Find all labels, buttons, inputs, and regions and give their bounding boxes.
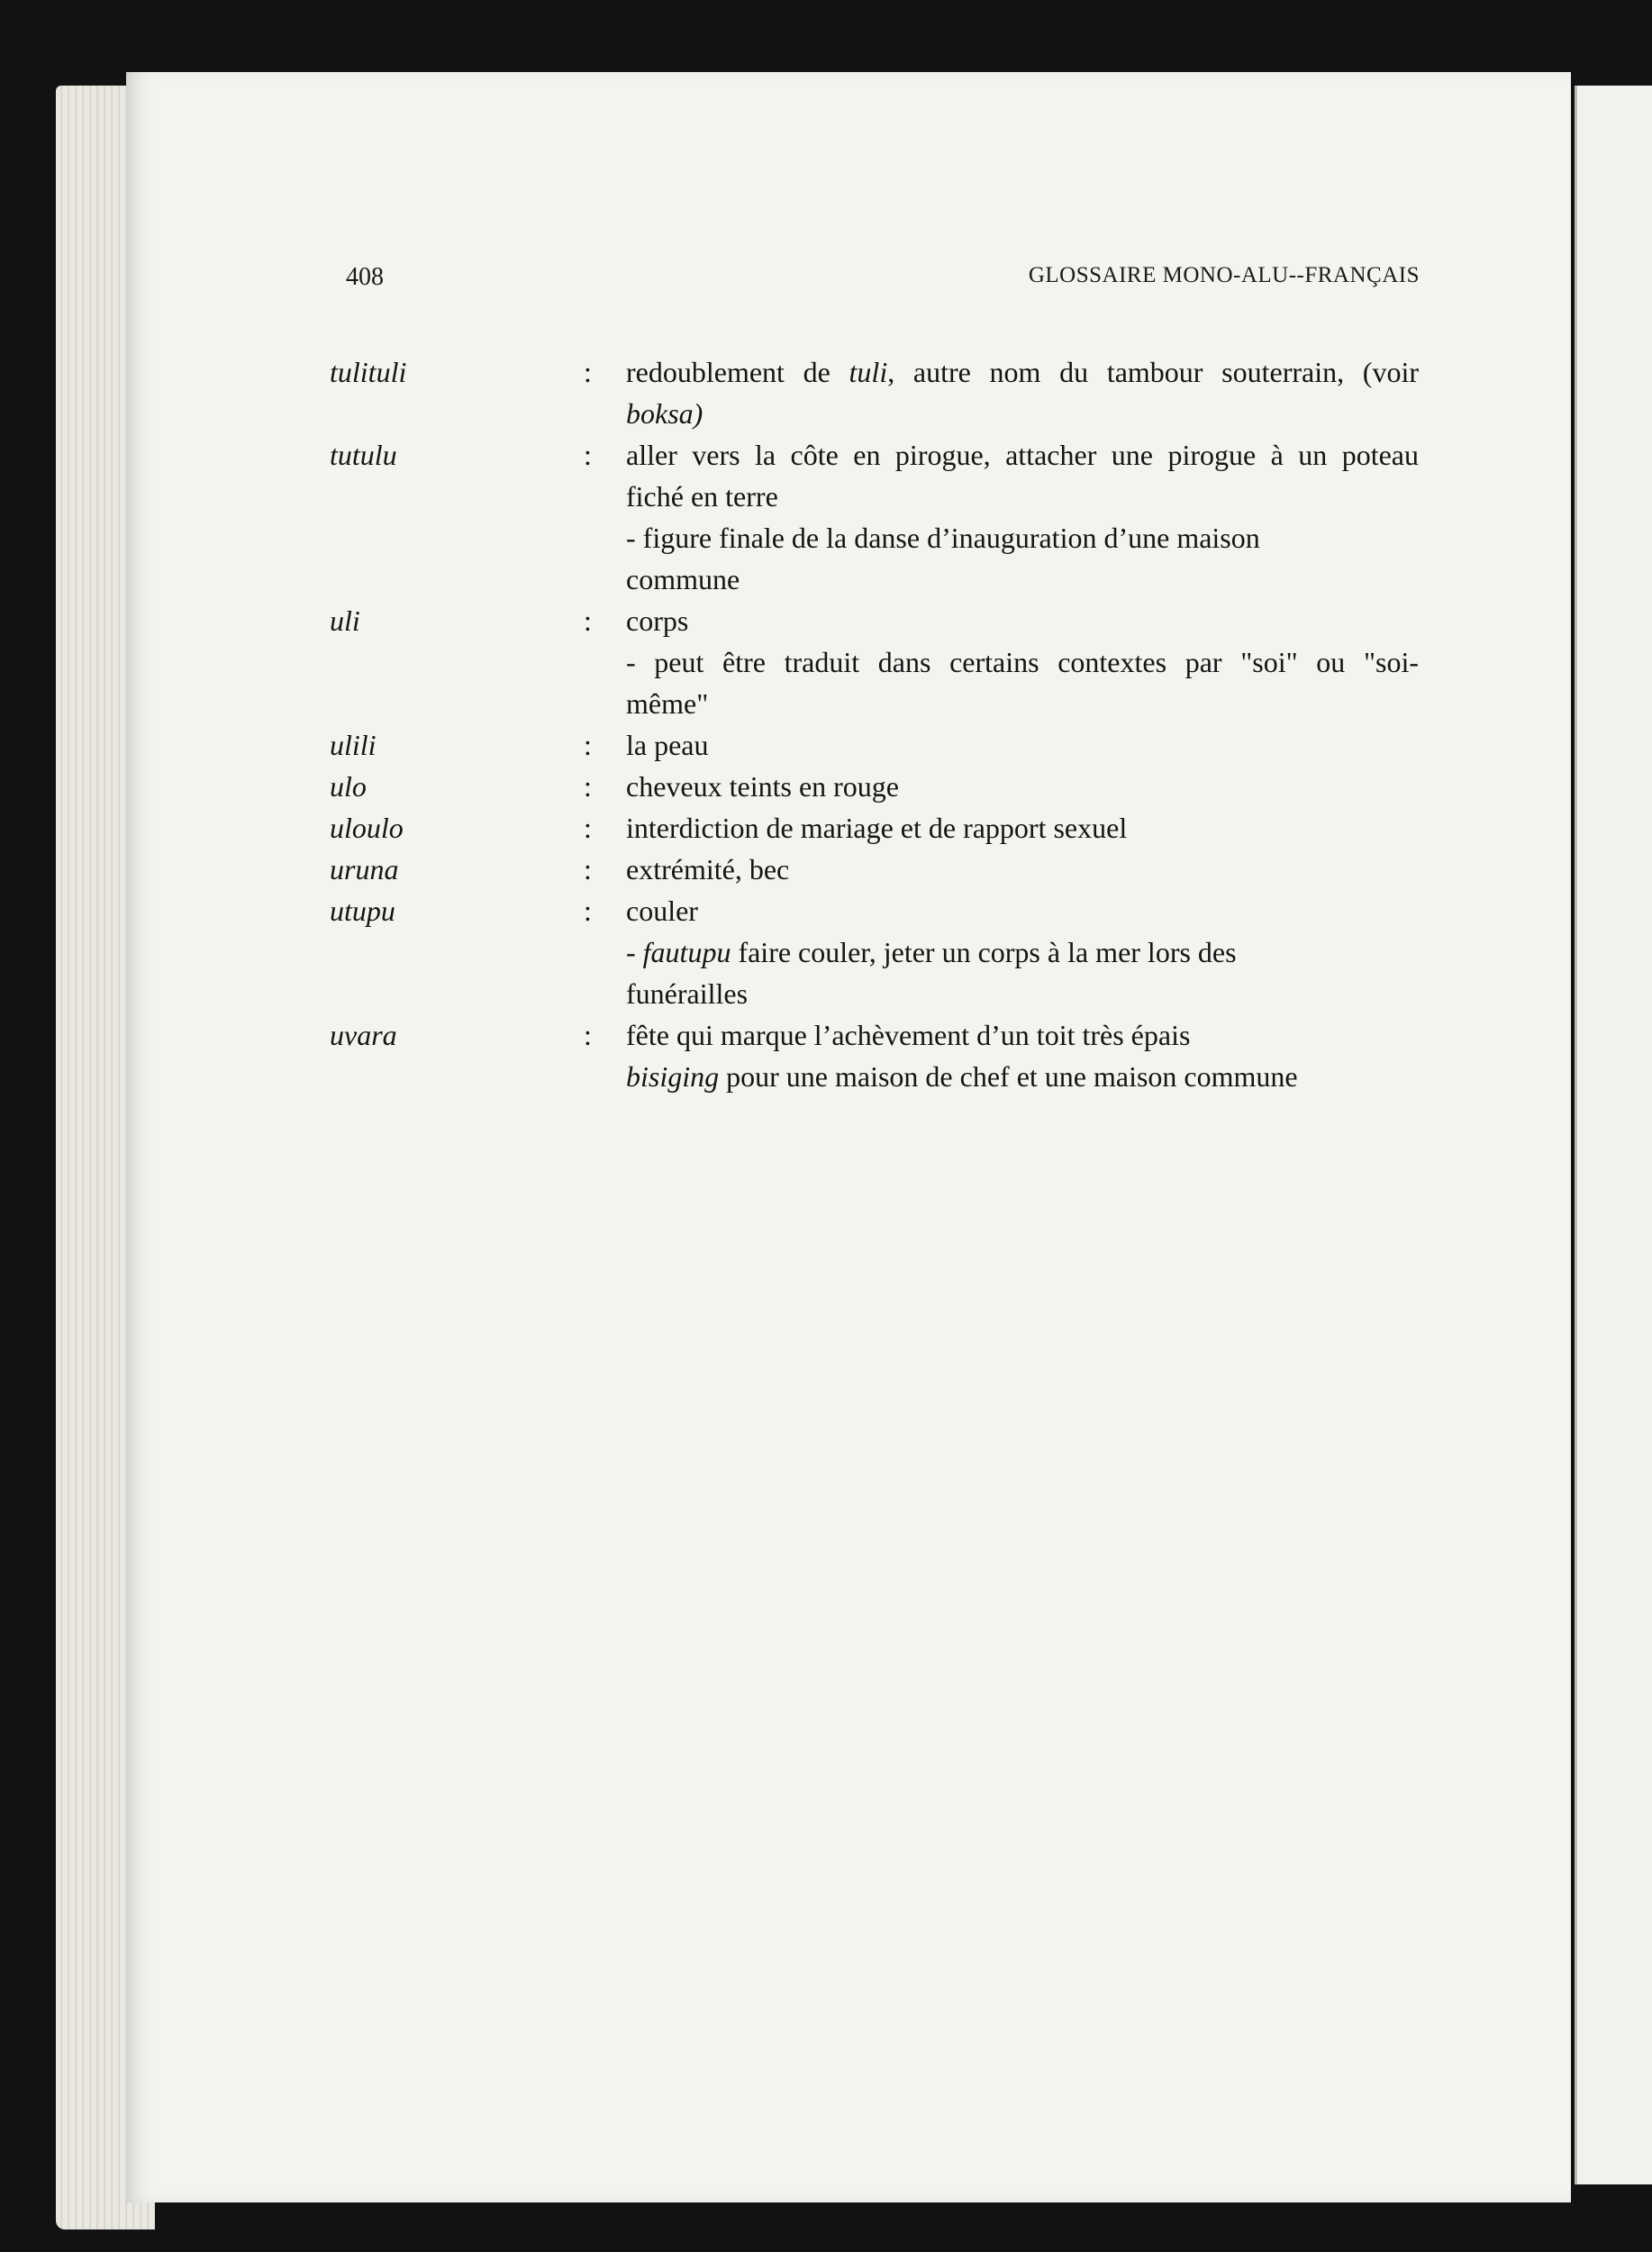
glossary-entry <box>0 724 1652 766</box>
entry-term: ulili <box>330 729 377 761</box>
definition-line <box>626 890 1419 931</box>
definition-text: extrémité, bec <box>626 853 790 885</box>
definition-text: funérailles <box>626 977 749 1010</box>
definition-text: pour une maison de chef et une maison commune <box>719 1060 1298 1093</box>
entry-term: uli <box>330 604 360 637</box>
entry-definition <box>626 1014 1419 1097</box>
entry-separator: : <box>584 729 592 761</box>
definition-line <box>626 766 1419 807</box>
definition-text: corps <box>626 604 689 637</box>
entry-definition <box>626 849 1419 890</box>
definition-text: commune <box>626 563 740 595</box>
entry-definition <box>626 351 1419 434</box>
entry-term: uruna <box>330 853 399 885</box>
definition-line <box>626 724 1419 766</box>
entry-definition <box>626 724 1419 766</box>
entry-separator: : <box>584 439 592 471</box>
definition-text: même" <box>626 687 709 720</box>
entry-separator: : <box>584 812 592 844</box>
definition-line <box>626 849 1419 890</box>
entry-separator: : <box>584 1019 592 1051</box>
entry-definition <box>626 807 1419 849</box>
definition-text: aller vers la côte en pirogue, attacher une pirogue à un poteau <box>626 439 1419 471</box>
italic-text: fautupu <box>642 936 731 968</box>
definition-line <box>626 1056 1419 1097</box>
entry-separator: : <box>584 853 592 885</box>
entry-term: tulituli <box>330 356 407 388</box>
entry-separator: : <box>584 770 592 803</box>
definition-text: redoublement de <box>626 356 849 388</box>
definition-text: , autre nom du tambour souterrain, (voir <box>887 356 1420 388</box>
entry-separator: : <box>584 604 592 637</box>
italic-text: tuli <box>849 356 888 388</box>
definition-text: - figure finale de la danse d’inauguration d’une maison <box>626 522 1260 554</box>
entry-term: uvara <box>330 1019 397 1051</box>
definition-line <box>626 973 1419 1014</box>
glossary-entry <box>0 1014 1652 1097</box>
definition-text: interdiction de mariage et de rapport sexuel <box>626 812 1128 844</box>
glossary-entry <box>0 351 1652 434</box>
definition-line <box>626 1014 1419 1056</box>
entry-term: tutulu <box>330 439 397 471</box>
entry-definition <box>626 766 1419 807</box>
definition-line <box>626 434 1419 476</box>
definition-line <box>626 807 1419 849</box>
definition-text: fête qui marque l’achèvement d’un toit très épais <box>626 1019 1191 1051</box>
glossary-entry <box>0 849 1652 890</box>
definition-text: cheveux teints en rouge <box>626 770 899 803</box>
glossary-entry <box>0 434 1652 600</box>
glossary-entry <box>0 766 1652 807</box>
entry-definition <box>626 434 1419 600</box>
entry-separator: : <box>584 356 592 388</box>
definition-line <box>626 476 1419 517</box>
definition-line <box>626 931 1419 973</box>
definition-text: - <box>626 936 643 968</box>
definition-line <box>626 351 1419 393</box>
definition-line <box>626 393 1419 434</box>
definition-line <box>626 517 1419 558</box>
definition-line <box>626 600 1419 641</box>
definition-text: couler <box>626 894 698 927</box>
entry-term: uloulo <box>330 812 404 844</box>
glossary-entry <box>0 600 1652 724</box>
italic-text: bisiging <box>626 1060 720 1093</box>
definition-text: fiché en terre <box>626 480 778 513</box>
definition-text: - peut être traduit dans certains contextes par "soi" ou "soi- <box>626 646 1419 678</box>
header-title: GLOSSAIRE MONO-ALU--FRANÇAIS <box>1028 263 1420 287</box>
definition-line <box>626 558 1419 600</box>
entry-separator: : <box>584 894 592 927</box>
italic-text: boksa) <box>626 397 703 430</box>
definition-text: faire couler, jeter un corps à la mer lors des <box>731 936 1237 968</box>
definition-text: la peau <box>626 729 709 761</box>
glossary-entry <box>0 890 1652 1014</box>
entry-term: utupu <box>330 894 395 927</box>
entry-definition <box>626 890 1419 1014</box>
definition-line <box>626 683 1419 724</box>
running-head <box>346 263 1420 295</box>
definition-line <box>626 641 1419 683</box>
entry-definition <box>626 600 1419 724</box>
entry-term: ulo <box>330 770 367 803</box>
glossary-entry <box>0 807 1652 849</box>
page-number: 408 <box>346 263 384 291</box>
